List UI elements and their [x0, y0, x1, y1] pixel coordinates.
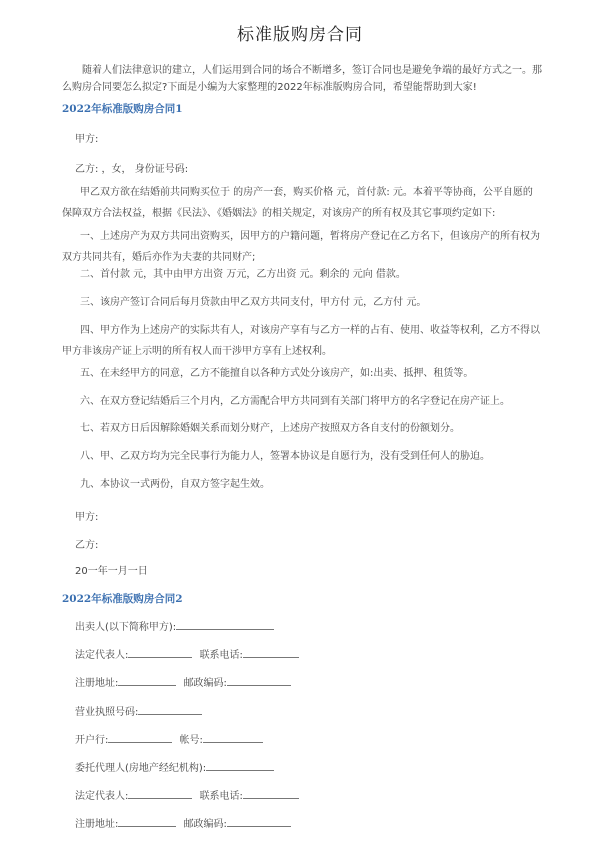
- document-title: 标准版购房合同: [237, 25, 363, 45]
- contract1-sign-a: 甲方:: [75, 512, 99, 523]
- legal-rep2-label: 法定代表人:: [75, 791, 129, 802]
- address2-label: 注册地址:: [75, 819, 119, 830]
- contract2-seller-row: [75, 618, 274, 633]
- bank-label: 开户行:: [75, 735, 109, 746]
- agent-label: 委托代理人(房地产经纪机构):: [75, 763, 207, 774]
- contract1-clause-2: 二、首付款 元，其中由甲方出资 万元，乙方出资 元。剩余的 元向 借款。: [80, 269, 406, 280]
- contract1-party-a: 甲方:: [75, 134, 99, 145]
- phone-blank[interactable]: [243, 646, 299, 658]
- intro-paragraph: 随着人们法律意识的建立，人们运用到合同的场合不断增多，签订合同也是避免争端的最好方式之一。那么购房合同要怎么拟定?下面是小编为大家整理的2022年标准版购房合同，希望能帮助到大家!: [62, 65, 542, 93]
- contract1-clause-7: 七、若双方日后因解除婚姻关系而划分财产，上述房产按照双方各自支付的份额划分。: [80, 423, 460, 434]
- contract1-party-b: 乙方: ，女， 身份证号码:: [75, 164, 189, 175]
- contract1-heading: 2022年标准版购房合同1: [62, 103, 183, 115]
- contract1-clause-8: 八、甲、乙双方均为完全民事行为能力人，签署本协议是自愿行为，没有受到任何人的胁迫。: [80, 451, 490, 462]
- phone2-blank[interactable]: [243, 787, 299, 799]
- contract2-agent-row: [75, 759, 274, 774]
- contract1-clause-4: 四、甲方作为上述房产的实际共有人，对该房产享有与乙方一样的占有、使用、收益等权利，乙方不得以甲方非该房产证上示明的所有权人而干涉甲方享有上述权利。: [62, 325, 540, 357]
- address2-blank[interactable]: [118, 815, 176, 827]
- contract1-preamble: 甲乙双方欲在结婚前共同购买位于 的房产一套，购买价格 元，首付款: 元。本着平等协商，公平自愿的保障双方合法权益，根据《民法》、《婚姻法》的相关规定，对该房产的所有权及其它事项约定如下:: [62, 187, 533, 219]
- contract1-clause-6: 六、在双方登记结婚后三个月内，乙方需配合甲方共同到有关部门将甲方的名字登记在房产证上。: [80, 396, 510, 407]
- postcode-blank[interactable]: [227, 674, 291, 686]
- contract2-heading: 2022年标准版购房合同2: [62, 593, 183, 605]
- contract1-date: 20一年一月一日: [75, 566, 148, 577]
- postcode2-label: 邮政编码:: [183, 819, 227, 830]
- postcode2-blank[interactable]: [227, 815, 291, 827]
- contract2-legal-rep2-row: [75, 787, 299, 802]
- legal-rep2-blank[interactable]: [128, 787, 192, 799]
- phone-label: 联系电话:: [199, 650, 243, 661]
- legal-rep-label: 法定代表人:: [75, 650, 129, 661]
- phone2-label: 联系电话:: [199, 791, 243, 802]
- seller-blank[interactable]: [176, 618, 274, 630]
- contract2-bank-row: [75, 731, 263, 746]
- contract2-address2-row: [75, 815, 291, 830]
- license-label: 营业执照号码:: [75, 707, 139, 718]
- contract1-sign-b: 乙方:: [75, 540, 99, 551]
- contract1-clause-1: 一、上述房产为双方共同出资购买，因甲方的户籍问题，暂将房产登记在乙方名下，但该房产的所有权为双方共同共有，婚后亦作为夫妻的共同财产;: [62, 231, 540, 263]
- account-blank[interactable]: [203, 731, 263, 743]
- address-blank[interactable]: [118, 674, 176, 686]
- contract2-address-row: [75, 674, 291, 689]
- contract2-license-row: [75, 703, 202, 718]
- contract1-clause-9: 九、本协议一式两份，自双方签字起生效。: [80, 479, 270, 490]
- postcode-label: 邮政编码:: [183, 678, 227, 689]
- bank-blank[interactable]: [108, 731, 172, 743]
- contract1-clause-5: 五、在未经甲方的同意，乙方不能擅自以各种方式处分该房产，如:出卖、抵押、租赁等。: [80, 368, 474, 379]
- legal-rep-blank[interactable]: [128, 646, 192, 658]
- seller-label: 出卖人(以下简称甲方):: [75, 622, 177, 633]
- account-label: 帐号:: [179, 735, 203, 746]
- agent-blank[interactable]: [206, 759, 274, 771]
- contract1-clause-3: 三、该房产签订合同后每月贷款由甲乙双方共同支付，甲方付 元，乙方付 元。: [80, 297, 427, 308]
- contract2-legal-rep-row: [75, 646, 299, 661]
- address-label: 注册地址:: [75, 678, 119, 689]
- license-blank[interactable]: [138, 703, 202, 715]
